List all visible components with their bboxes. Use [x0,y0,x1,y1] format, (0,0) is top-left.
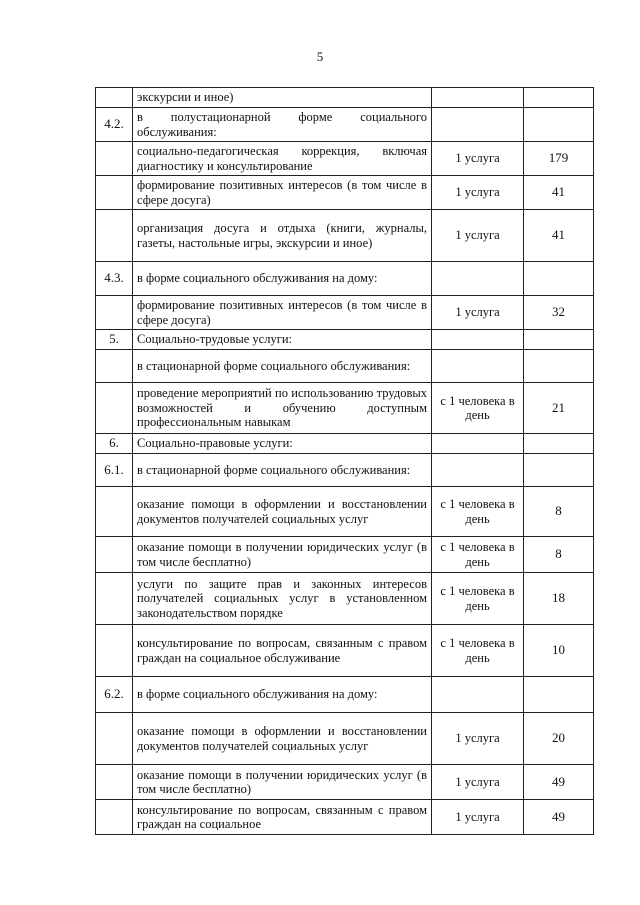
row-number-cell: 4.2. [96,108,133,142]
unit-cell [432,108,524,142]
value-cell: 8 [524,537,594,573]
table-row [96,210,594,262]
table-row [96,434,594,454]
unit-cell: с 1 человека в день [432,573,524,625]
service-description-cell: оказание помощи в оформлении и восстановлении документов получателей социальных услуг [133,713,432,765]
table-row [96,713,594,765]
service-description-cell: формирование позитивных интересов (в том числе в сфере досуга) [133,296,432,330]
service-description-cell: услуги по защите прав и законных интересов получателей социальных услуг в установленном законодательством порядке [133,573,432,625]
table-row [96,108,594,142]
service-description-cell: оказание помощи в получении юридических услуг (в том числе бесплатно) [133,537,432,573]
table-row [96,142,594,176]
service-description-cell: оказание помощи в оформлении и восстановлении документов получателей социальных услуг [133,487,432,537]
value-cell [524,454,594,487]
service-description-cell: Социально-правовые услуги: [133,434,432,454]
service-description-cell: в полустационарной форме социального обслуживания: [133,108,432,142]
value-cell: 41 [524,176,594,210]
table-row [96,573,594,625]
value-cell: 10 [524,625,594,677]
value-cell [524,108,594,142]
unit-cell: с 1 человека в день [432,625,524,677]
table-row [96,383,594,434]
table-row [96,765,594,800]
row-number-cell [96,800,133,835]
table-row [96,262,594,296]
row-number-cell [96,487,133,537]
unit-cell [432,350,524,383]
unit-cell: 1 услуга [432,210,524,262]
service-description-cell: консультирование по вопросам, связанным с правом граждан на социальное обслуживание [133,625,432,677]
unit-cell [432,677,524,713]
service-description-cell: экскурсии и иное) [133,88,432,108]
value-cell [524,434,594,454]
value-cell [524,350,594,383]
service-description-cell: консультирование по вопросам, связанным с правом граждан на социальное [133,800,432,835]
value-cell: 21 [524,383,594,434]
service-description-cell: проведение мероприятий по использованию трудовых возможностей и обучению доступным профессиональным навыкам [133,383,432,434]
value-cell: 179 [524,142,594,176]
service-description-cell: в форме социального обслуживания на дому: [133,262,432,296]
table-row [96,677,594,713]
row-number-cell [96,713,133,765]
table-row [96,625,594,677]
row-number-cell [96,765,133,800]
table-body [96,88,594,835]
unit-cell: 1 услуга [432,176,524,210]
unit-cell: 1 услуга [432,765,524,800]
row-number-cell: 4.3. [96,262,133,296]
unit-cell: 1 услуга [432,800,524,835]
row-number-cell [96,350,133,383]
service-description-cell: организация досуга и отдыха (книги, журналы, газеты, настольные игры, экскурсии и иное) [133,210,432,262]
row-number-cell [96,88,133,108]
unit-cell: 1 услуга [432,713,524,765]
table-row [96,350,594,383]
table-row [96,800,594,835]
service-description-cell: в форме социального обслуживания на дому: [133,677,432,713]
value-cell: 32 [524,296,594,330]
unit-cell [432,434,524,454]
table-row [96,296,594,330]
value-cell: 41 [524,210,594,262]
table-row [96,487,594,537]
unit-cell [432,454,524,487]
row-number-cell [96,383,133,434]
service-description-cell: оказание помощи в получении юридических услуг (в том числе бесплатно) [133,765,432,800]
unit-cell: 1 услуга [432,296,524,330]
value-cell: 8 [524,487,594,537]
row-number-cell [96,625,133,677]
value-cell [524,677,594,713]
unit-cell: с 1 человека в день [432,383,524,434]
unit-cell: с 1 человека в день [432,487,524,537]
unit-cell [432,330,524,350]
row-number-cell [96,210,133,262]
value-cell [524,262,594,296]
row-number-cell: 6.2. [96,677,133,713]
row-number-cell: 6.1. [96,454,133,487]
service-description-cell: в стационарной форме социального обслуживания: [133,454,432,487]
unit-cell [432,262,524,296]
value-cell: 20 [524,713,594,765]
unit-cell: 1 услуга [432,142,524,176]
row-number-cell [96,142,133,176]
service-description-cell: в стационарной форме социального обслуживания: [133,350,432,383]
services-table [95,87,594,835]
table-row [96,330,594,350]
value-cell [524,88,594,108]
row-number-cell: 6. [96,434,133,454]
value-cell: 18 [524,573,594,625]
service-description-cell: Социально-трудовые услуги: [133,330,432,350]
service-description-cell: социально-педагогическая коррекция, включая диагностику и консультирование [133,142,432,176]
unit-cell [432,88,524,108]
table-row [96,88,594,108]
value-cell: 49 [524,765,594,800]
row-number-cell [96,296,133,330]
page-number: 5 [316,49,324,64]
value-cell: 49 [524,800,594,835]
unit-cell: с 1 человека в день [432,537,524,573]
row-number-cell: 5. [96,330,133,350]
value-cell [524,330,594,350]
row-number-cell [96,537,133,573]
row-number-cell [96,573,133,625]
row-number-cell [96,176,133,210]
table-row [96,537,594,573]
table-row [96,454,594,487]
table-row [96,176,594,210]
service-description-cell: формирование позитивных интересов (в том числе в сфере досуга) [133,176,432,210]
